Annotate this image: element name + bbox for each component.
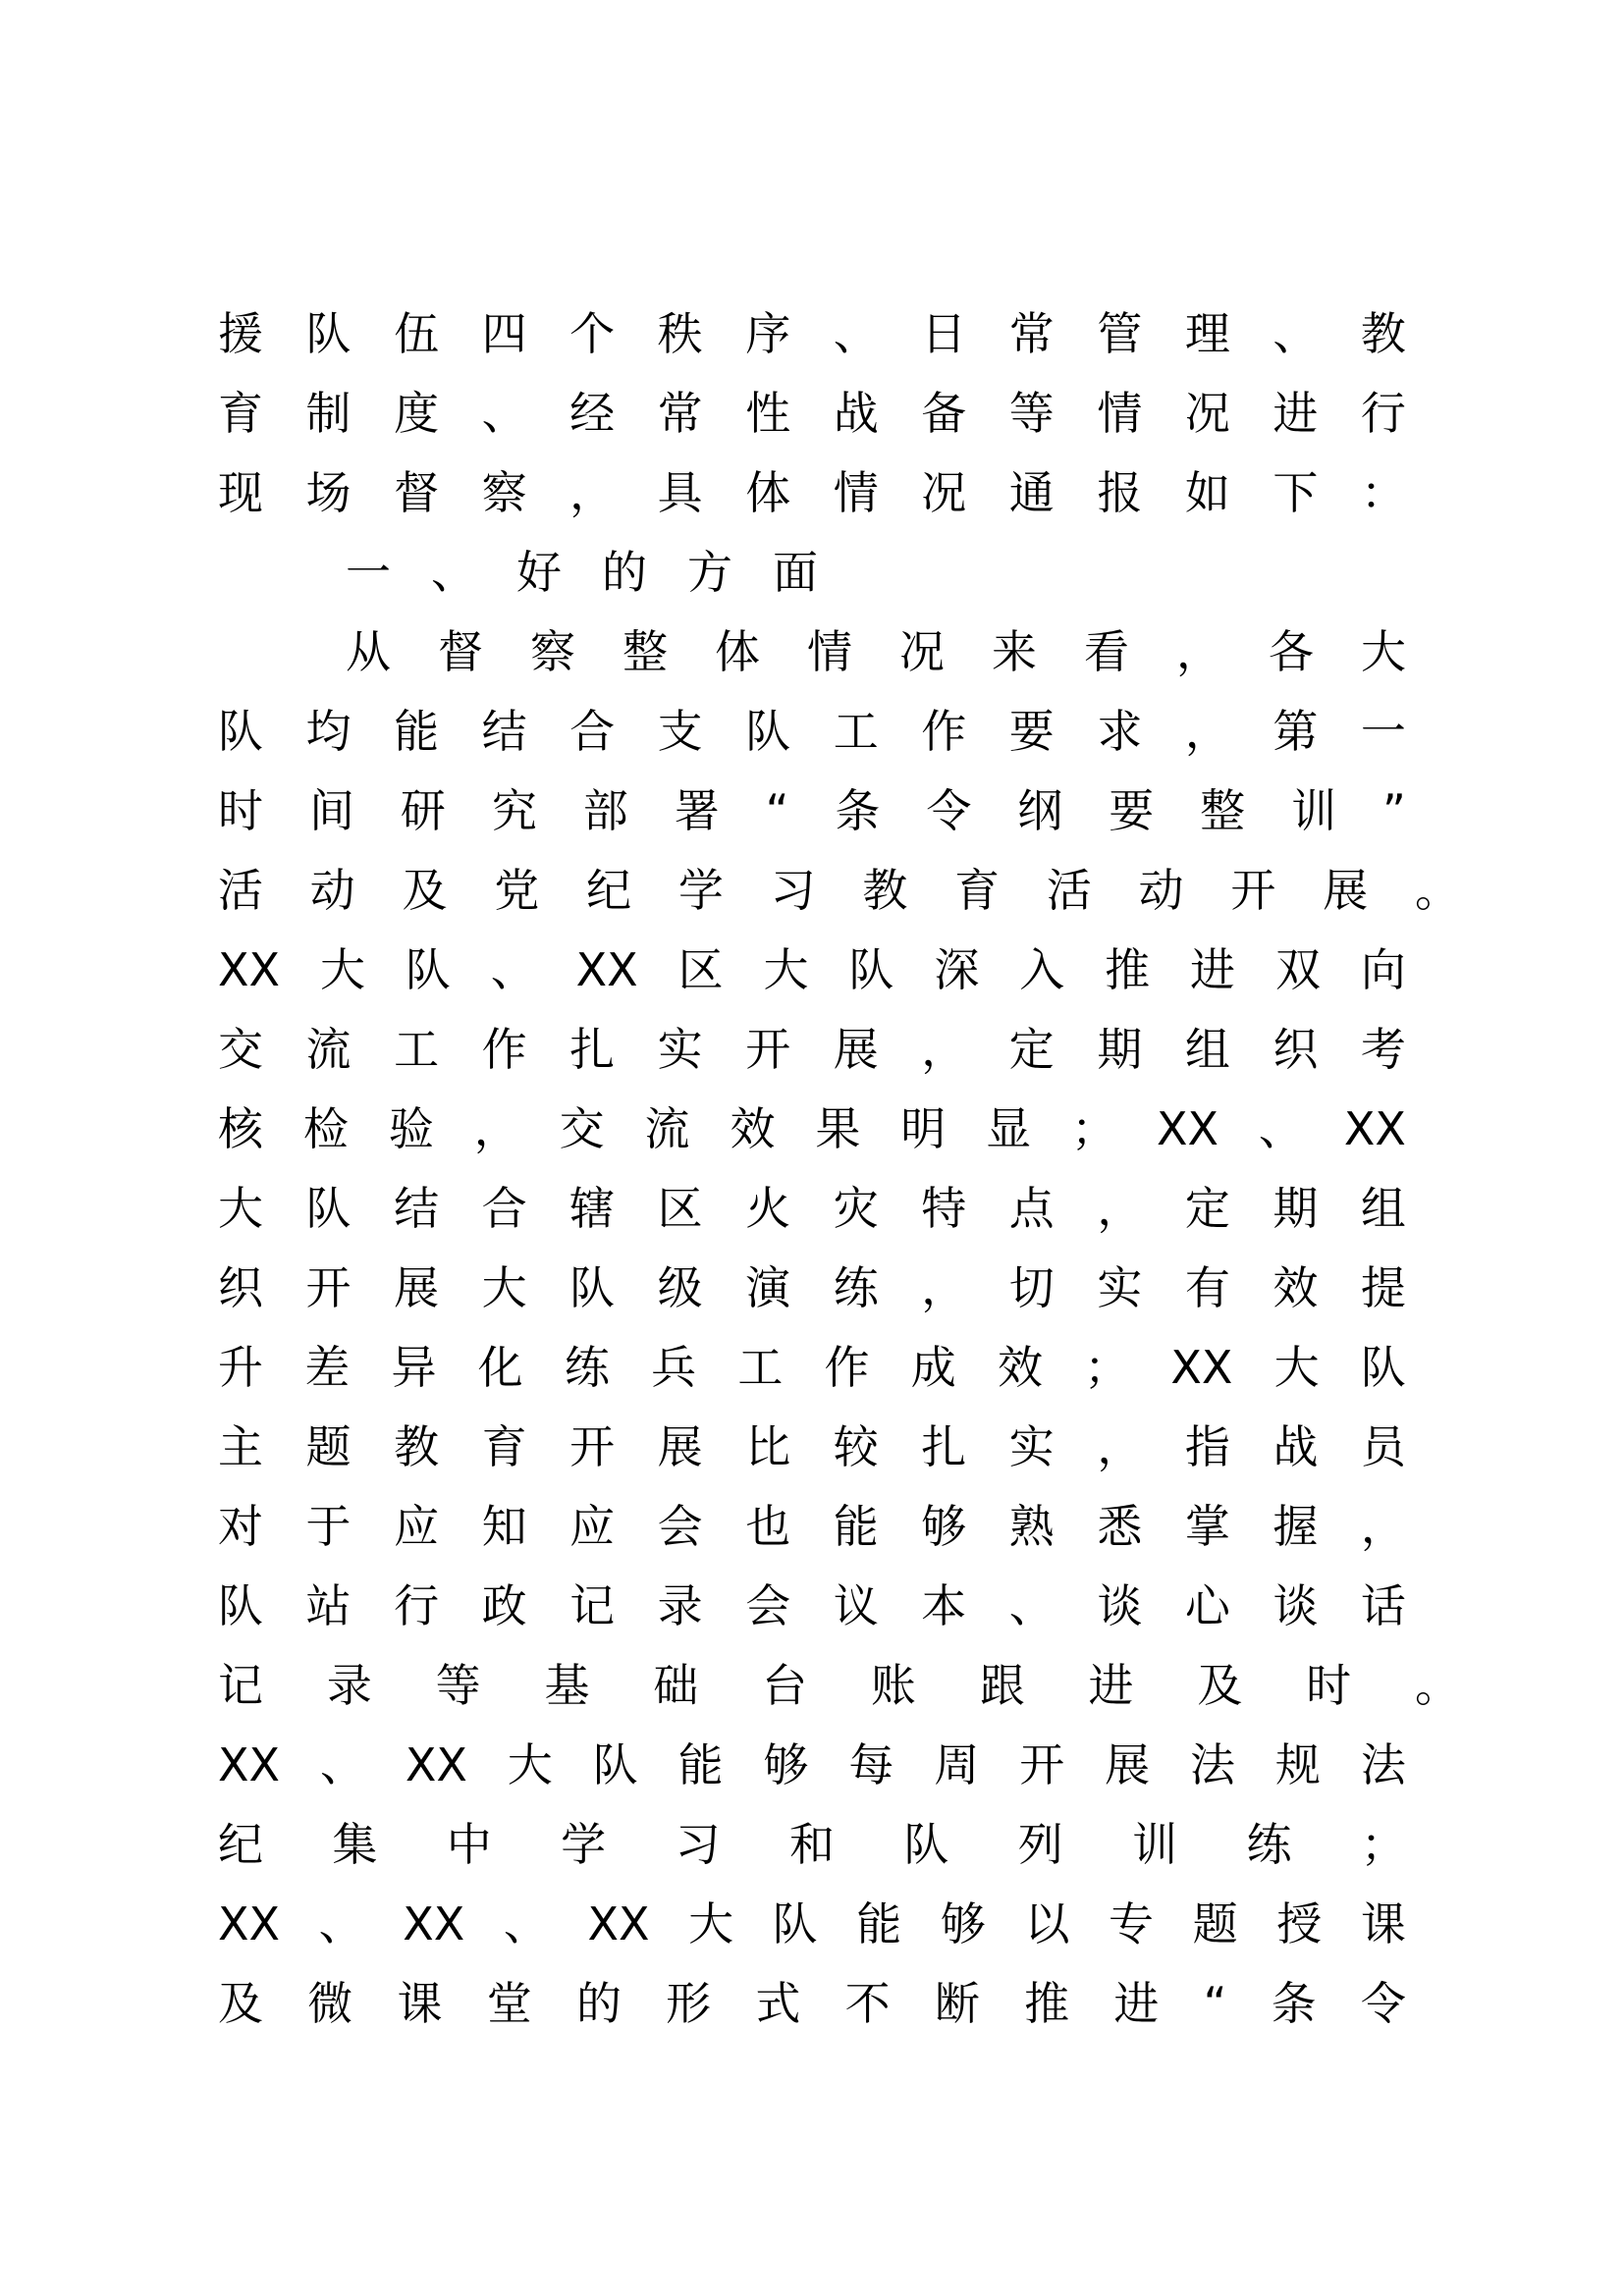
paragraph-line: 队 站 行 政 记 录 会 议 本 、 谈 心 谈 话 bbox=[218, 1579, 1406, 1632]
paragraph-line: 育 制 度 、 经 常 性 战 备 等 情 况 进 行 bbox=[218, 387, 1406, 440]
paragraph-line: 队 均 能 结 合 支 队 工 作 要 求 ， 第 一 bbox=[218, 705, 1406, 758]
paragraph-line: 升 差 异 化 练 兵 工 作 成 效 ； XX 大 队 bbox=[218, 1341, 1406, 1394]
paragraph-line: XX 大 队 、 XX 区 大 队 深 入 推 进 双 向 bbox=[218, 943, 1406, 996]
paragraph-line: XX 、 XX 、 XX 大 队 能 够 以 专 题 授 课 bbox=[218, 1897, 1406, 1950]
paragraph-line: 及 微 课 堂 的 形 式 不 断 推 进 “ 条 令 bbox=[218, 1977, 1406, 2030]
paragraph-line: XX 、 XX 大 队 能 够 每 周 开 展 法 规 法 bbox=[218, 1738, 1406, 1791]
document-body bbox=[218, 294, 1460, 2044]
paragraph-line: 活 动 及 党 纪 学 习 教 育 活 动 开 展 。 bbox=[218, 864, 1460, 917]
paragraph-line: 织 开 展 大 队 级 演 练 ， 切 实 有 效 提 bbox=[218, 1261, 1406, 1314]
paragraph-line: 时 间 研 究 部 署 “ 条 令 纲 要 整 训 ” bbox=[218, 784, 1406, 837]
paragraph-line: 现 场 督 察 ， 具 体 情 况 通 报 如 下 ： bbox=[218, 466, 1406, 519]
paragraph-line: 大 队 结 合 辖 区 火 灾 特 点 ， 定 期 组 bbox=[218, 1182, 1406, 1235]
paragraph-line: 主 题 教 育 开 展 比 较 扎 实 ， 指 战 员 bbox=[218, 1420, 1406, 1473]
paragraph-line: 核 检 验 ， 交 流 效 果 明 显 ； XX 、 XX bbox=[218, 1102, 1406, 1155]
paragraph-line: 对 于 应 知 应 会 也 能 够 熟 悉 掌 握 ， bbox=[218, 1500, 1406, 1553]
paragraph-line: 援 队 伍 四 个 秩 序 、 日 常 管 理 、 教 bbox=[218, 307, 1406, 360]
paragraph-line: 从 督 察 整 体 情 况 来 看 ， 各 大 bbox=[346, 625, 1406, 678]
section-heading: 一 、 好 的 方 面 bbox=[346, 546, 818, 599]
paragraph-line: 记 录 等 基 础 台 账 跟 进 及 时 。 bbox=[218, 1659, 1460, 1712]
paragraph-line: 纪 集 中 学 习 和 队 列 训 练 ； bbox=[218, 1818, 1406, 1871]
paragraph-line: 交 流 工 作 扎 实 开 展 ， 定 期 组 织 考 bbox=[218, 1023, 1406, 1076]
